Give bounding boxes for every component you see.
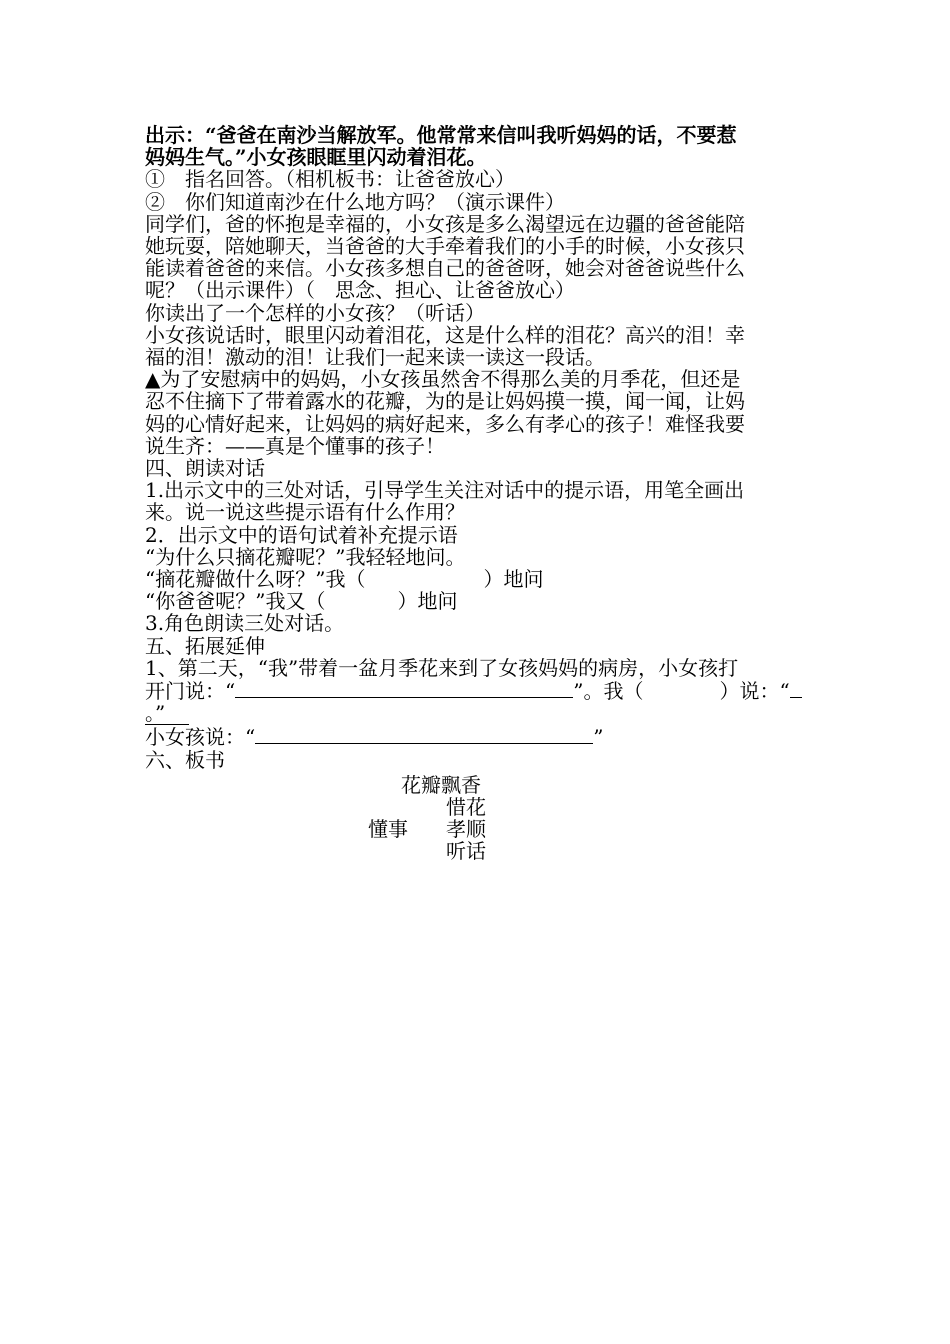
blackboard-top: 花瓣飘香 bbox=[401, 773, 481, 797]
section-5-line-2-end: ）说：“ bbox=[719, 679, 790, 704]
blackboard-item-2: 孝顺 bbox=[446, 817, 486, 841]
paragraph-3-line-4: 说生齐：——真是个懂事的孩子！ bbox=[145, 433, 445, 458]
answer-blank-3 bbox=[255, 725, 593, 744]
paragraph-2-line-2: 福的泪！激动的泪！让我们一起来读一读这一段话。 bbox=[145, 345, 605, 370]
answer-blank-1 bbox=[235, 679, 573, 698]
section-4-step-3: 3.角色朗读三处对话。 bbox=[145, 611, 345, 636]
intro-line-1: 出示：“爸爸在南沙当解放军。他常常来信叫我听妈妈的话，不要惹 bbox=[145, 123, 737, 147]
lesson-plan-body bbox=[145, 124, 810, 771]
paragraph-3-line-1: ▲为了安慰病中的妈妈，小女孩虽然舍不得那么美的月季花，但还是 bbox=[145, 367, 741, 392]
dialogue-example-3-end: ）地问 bbox=[397, 589, 458, 614]
paragraph-1-line-2: 她玩耍，陪她聊天，当爸爸的大手牵着我们的小手的时候，小女孩只 bbox=[145, 234, 745, 259]
section-4-step-1-line-2: 来。说一说这些提示语有什么作用？ bbox=[145, 500, 465, 525]
section-4-step-1-line-1: 1.出示文中的三处对话，引导学生关注对话中的提示语，用笔全画出 bbox=[145, 478, 745, 503]
section-4-step-2: 2．出示文中的语句试着补充提示语 bbox=[145, 522, 458, 547]
paragraph-3-line-2: 忍不住摘下了带着露水的花瓣，为的是让妈妈摸一摸，闻一闻，让妈 bbox=[145, 389, 745, 414]
dialogue-example-2-end: ）地问 bbox=[483, 567, 544, 592]
paragraph-1-line-4: 呢？（出示课件）（ 思念、担心、让爸爸放心） bbox=[145, 278, 575, 303]
list-item-1: ① 指名回答。（相机板书：让爸爸放心） bbox=[145, 167, 515, 192]
blackboard-item-3: 听话 bbox=[446, 839, 486, 863]
paragraph-3-line-3: 妈的心情好起来，让妈妈的病好起来，多么有孝心的孩子！难怪我要 bbox=[145, 411, 745, 436]
blackboard-left: 懂事 bbox=[368, 817, 408, 841]
section-5-heading: 五、拓展延伸 bbox=[145, 633, 265, 658]
dialogue-example-2 bbox=[145, 568, 810, 590]
dialogue-example-3 bbox=[145, 590, 810, 612]
section-4-heading: 四、朗读对话 bbox=[145, 456, 265, 481]
section-5-line-4-start: 小女孩说：“ bbox=[145, 725, 256, 750]
dialogue-example-3-start: “你爸爸呢？”我又（ bbox=[145, 589, 326, 614]
section-6-heading: 六、板书 bbox=[145, 747, 225, 772]
section-5-line-2-middle: ”。我（ bbox=[573, 679, 644, 704]
intro-line-2: 妈妈生气。”小女孩眼眶里闪动着泪花。 bbox=[145, 145, 487, 170]
paragraph-1-line-3: 能读着爸爸的来信。小女孩多想自己的爸爸呀，她会对爸爸说些什么 bbox=[145, 256, 745, 281]
section-5-line-4 bbox=[145, 725, 810, 748]
dialogue-example-2-start: “摘花瓣做什么呀？”我（ bbox=[145, 567, 366, 592]
question-line: 你读出了一个怎样的小女孩？（听话） bbox=[145, 300, 485, 325]
paragraph-2-line-1: 小女孩说话时，眼里闪动着泪花，这是什么样的泪花？高兴的泪！幸 bbox=[145, 322, 745, 347]
list-item-2: ② 你们知道南沙在什么地方吗？（演示课件） bbox=[145, 189, 565, 214]
section-5-line-2 bbox=[145, 679, 810, 702]
section-5-line-3 bbox=[145, 702, 810, 725]
paragraph-1-line-1: 同学们，爸的怀抱是幸福的，小女孩是多么渴望远在边疆的爸爸能陪 bbox=[145, 211, 745, 236]
section-5-line-2-start: 开门说：“ bbox=[145, 679, 236, 704]
section-5-line-3-text: 。” bbox=[145, 702, 189, 725]
answer-blank-2 bbox=[790, 679, 802, 698]
section-5-line-1: 1、第二天，“我”带着一盆月季花来到了女孩妈妈的病房，小女孩打 bbox=[145, 655, 739, 680]
dialogue-example-1: “为什么只摘花瓣呢？”我轻轻地问。 bbox=[145, 544, 466, 569]
section-5-line-4-end: ” bbox=[593, 725, 604, 750]
blackboard-item-1: 惜花 bbox=[446, 795, 486, 819]
